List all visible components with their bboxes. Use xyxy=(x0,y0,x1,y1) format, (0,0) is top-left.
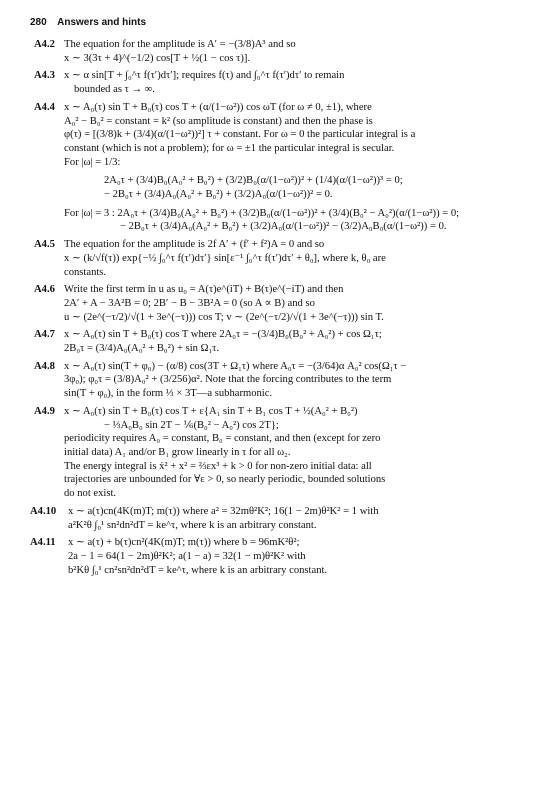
entry-line: x ∼ A₀(τ) sin T + B₀(τ) cos T + (α/(1−ω²)) cos ωT (for ω ≠ 0, ±1), where xyxy=(64,101,372,113)
entry-line: The equation for the amplitude is 2f A′ + (f′ + f²)A = 0 and so xyxy=(64,239,325,251)
entry-line: For |ω| = 1/3: xyxy=(64,156,121,168)
answer-entry xyxy=(30,328,520,355)
answer-entry xyxy=(30,536,520,577)
answer-entry xyxy=(30,283,520,324)
page-number: 280 xyxy=(30,17,47,28)
entry-line: 3φ₀); φ₀τ = (3/8)A₀² + (3/256)α². Note that the forcing contributes to the term xyxy=(64,374,392,386)
entry-line: a²K²θ ∫₀¹ sn²dn²dT = ke^τ, where k is an arbitrary constant. xyxy=(68,519,317,531)
answer-entry xyxy=(30,238,520,279)
entry-label: A4.9 xyxy=(34,405,55,417)
entry-label: A4.3 xyxy=(34,70,55,82)
entry-line: x ∼ a(τ)cn(4K(m)T; m(τ)) where a² = 32mθ²K²; 16(1 − 2m)θ²K² = 1 with xyxy=(68,505,379,517)
entry-label: A4.11 xyxy=(30,537,56,549)
entry-line: The energy integral is ẋ² + x² = ⅔εx³ + k > 0 for non-zero initial data: all xyxy=(64,460,372,472)
answer-entry xyxy=(30,101,520,234)
entry-line: x ∼ A₀(τ) sin(T + φ₀) − (α/8) cos(3T + Ω₁τ) where A₀τ = −(3/64)α A₀² cos(Ω₁τ − xyxy=(64,360,407,372)
equation-line: For |ω| = 3 : 2A₀τ + (3/4)B₀(A₀² + B₀²) + (3/2)B₀(α/(1−ω²))² + (3/4)(B₀² − A₀²)(α/(1−ω²)) = 0; xyxy=(64,207,460,219)
entry-line: 2A′ + A − 3A²B = 0; 2B′ − B − 3B²A = 0 (so A ∝ B) and so xyxy=(64,297,315,309)
entry-line: 2B₀τ = (3/4)A₀(A₀² + B₀²) + sin Ω₁τ. xyxy=(64,343,220,355)
entry-line: sin(T + φ₀), in the form ⅓ × 3T—a subharmonic. xyxy=(64,388,273,400)
equation-line: 2A₀τ + (3/4)B₀(A₀² + B₀²) + (3/2)B₀(α/(1−ω²))² + (1/4)(α/(1−ω²))³ = 0; xyxy=(104,175,403,187)
entry-line: − ⅓A₀B₀ sin 2T − ⅙(B₀² − A₀²) cos 2T}; xyxy=(104,419,279,431)
entry-label: A4.6 xyxy=(34,284,55,296)
entry-line: φ(τ) = [(3/8)k + (3/4)(α/(1−ω²))²] τ + constant. For ω = 0 the particular integral is a xyxy=(64,129,416,141)
entry-line: x ∼ (k/√f(τ)) exp{−½ ∫₀^τ f(τ′)dτ′} sin[ε⁻¹ ∫₀^τ f(τ′)dτ′ + θ₀], where k, θ₀ are xyxy=(64,252,386,264)
entry-line: x ∼ 3(3τ + 4)^(−1/2) cos[T + ½(1 − cos τ)]. xyxy=(64,52,251,64)
entry-line: b²Kθ ∫₀¹ cn²sn²dn²dT = ke^τ, where k is an arbitrary constant. xyxy=(68,564,328,576)
page-header xyxy=(30,17,146,28)
entry-line: The equation for the amplitude is A′ = −(3/8)A³ and so xyxy=(64,39,296,50)
entry-line: initial data) A₁ and/or B₁ grow linearly in τ for all ω₂. xyxy=(64,446,291,458)
section-title: Answers and hints xyxy=(57,17,147,28)
entry-line: x ∼ A₀(τ) sin T + B₀(τ) cos T where 2A₀τ = −(3/4)B₀(B₀² + A₀²) + cos Ω₁τ; xyxy=(64,329,382,341)
entry-line: 2a − 1 = 64(1 − 2m)θ²K²; a(1 − a) = 32(1 − m)θ²K² with xyxy=(68,550,306,562)
answers-list xyxy=(30,38,520,581)
entry-label: A4.7 xyxy=(34,329,55,341)
entry-line: constant (which is not a problem); for ω = ±1 the particular integral is secular. xyxy=(64,142,395,154)
entry-line: periodicity requires A₀ = constant, B₀ = constant, and then (except for zero xyxy=(64,433,381,445)
entry-label: A4.2 xyxy=(34,39,55,50)
answer-entry xyxy=(30,69,520,96)
answer-entry xyxy=(30,505,520,532)
answer-entry xyxy=(30,38,520,65)
entry-label: A4.5 xyxy=(34,239,55,251)
entry-line: trajectories are unbounded for ∀ε > 0, so nearly periodic, bounded solutions xyxy=(64,474,386,486)
entry-line: x ∼ α sin[T + ∫₀^τ f(τ′)dτ′]; requires f(τ) and ∫₀^τ f(τ′)dτ′ to remain xyxy=(64,70,345,82)
equation-line: − 2B₀τ + (3/4)A₀(A₀² + B₀²) + (3/2)A₀(α/(1−ω²))² − (3/2)A₀B₀(α/(1−ω²)) = 0. xyxy=(120,221,447,233)
answer-entry xyxy=(30,405,520,501)
equation-line: − 2B₀τ + (3/4)A₀(A₀² + B₀²) + (3/2)A₀(α/(1−ω²))² = 0. xyxy=(104,189,333,201)
entry-line: A₀² − B₀² = constant = k² (so amplitude is constant) and then the phase is xyxy=(64,115,373,127)
entry-line: u ∼ (2e^(−τ/2)/√(1 + 3e^(−τ))) cos T; v ∼ (2e^(−τ/2)/√(1 + 3e^(−τ))) sin T. xyxy=(64,311,384,323)
entry-line: x ∼ a(τ) + b(τ)cn²(4K(m)T; m(τ)) where b = 96mK²θ²; xyxy=(68,537,300,549)
answer-entry xyxy=(30,360,520,401)
entry-line: do not exist. xyxy=(64,488,117,500)
entry-line: constants. xyxy=(64,266,107,278)
entry-label: A4.10 xyxy=(30,505,57,517)
entry-line: Write the first term in u as u₀ = A(τ)e^(iT) + B(τ)e^(−iT) and then xyxy=(64,284,344,296)
entry-line: x ∼ A₀(τ) sin T + B₀(τ) cos T + ε{A₁ sin T + B₁ cos T + ½(A₀² + B₀²) xyxy=(64,405,358,417)
entry-line: bounded as τ → ∞. xyxy=(74,84,155,96)
entry-label: A4.8 xyxy=(34,360,55,372)
entry-label: A4.4 xyxy=(34,101,55,113)
